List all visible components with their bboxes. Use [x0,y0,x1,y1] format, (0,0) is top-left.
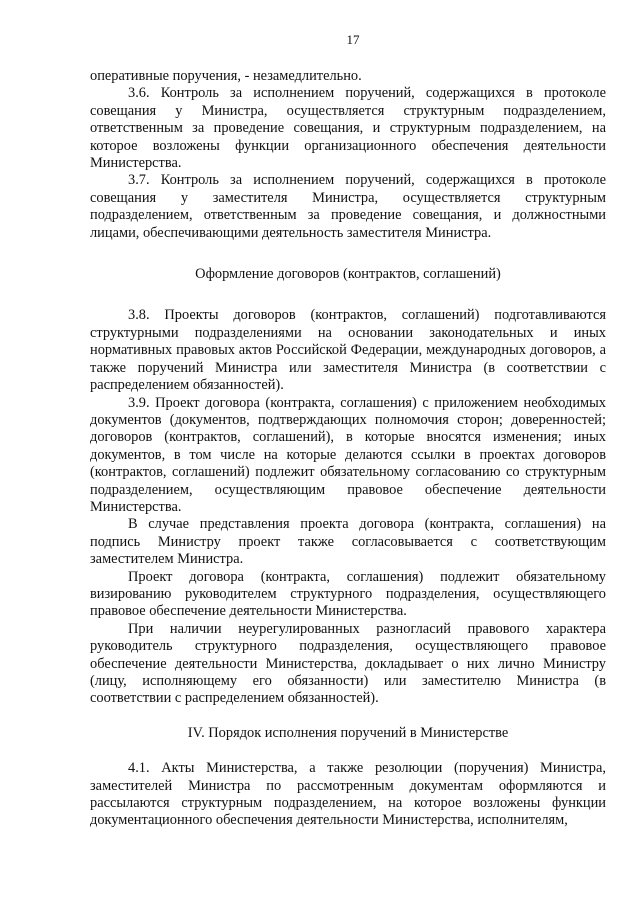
paragraph-signature-approval: В случае представления проекта договора (контракта, соглашения) на подпись Министру проект также согласовывается с соответствующим заместителем Министра. [90,516,606,568]
paragraph-disagreements: При наличии неурегулированных разногласий правового характера руководитель структурного подразделения, осуществляющего правовое обеспечение деятельности Министерства, докладывает о них лично Министру (лицу, исполняющему его обязанности) или заместителю Министра (в соответствии с распределением обязанностей). [90,620,606,707]
paragraph-3-9: 3.9. Проект договора (контракта, соглашения) с приложением необходимых документов (документов, подтверждающих полномочия сторон; доверенностей; договоров (контрактов, соглашений), в которые вносятся изменения; иных документов, в том числе на которые делаются ссылки в проектах договоров (контрактов, соглашений) подлежит обязательному согласованию со структурным подразделением, осуществляющим правовое обеспечение деятельности Министерства. [90,394,606,515]
paragraph-3-7: 3.7. Контроль за исполнением поручений, содержащихся в протоколе совещания у заместителя Министра, осуществляется структурным подразделением, ответственным за проведение совещания, и должностными лицами, обеспечивающими деятельность заместителя Министра. [90,172,606,241]
page-number: 17 [346,32,360,47]
paragraph-continuation: оперативные поручения, - незамедлительно. [90,68,362,84]
paragraph-3-8: 3.8. Проекты договоров (контрактов, соглашений) подготавливаются структурными подразделениями на основании законодательных и иных нормативных правовых актов Российской Федерации, международных договоров, а также поручений Министра или заместителя Министра (в соответствии с распределением обязанностей). [90,307,606,394]
heading-contracts: Оформление договоров (контрактов, соглашений) [195,266,501,283]
paragraph-3-6: 3.6. Контроль за исполнением поручений, содержащихся в протоколе совещания у Министра, осуществляется структурным подразделением, ответственным за проведение совещания, и структурным подразделением, на которое возложены функции организационного обеспечения деятельности Министерства. [90,85,606,172]
paragraph-legal-visa: Проект договора (контракта, соглашения) подлежит обязательному визированию руководителем структурного подразделения, осуществляющего правовое обеспечение деятельности Министерства. [90,568,606,620]
paragraph-4-1: 4.1. Акты Министерства, а также резолюции (поручения) Министра, заместителей Министра по рассмотренным документам оформляются и рассылаются структурным подразделением, на которое возложены функции документационного обеспечения деятельности Министерства, исполнителям, [90,760,606,829]
heading-section-4: IV. Порядок исполнения поручений в Министерстве [187,724,509,741]
